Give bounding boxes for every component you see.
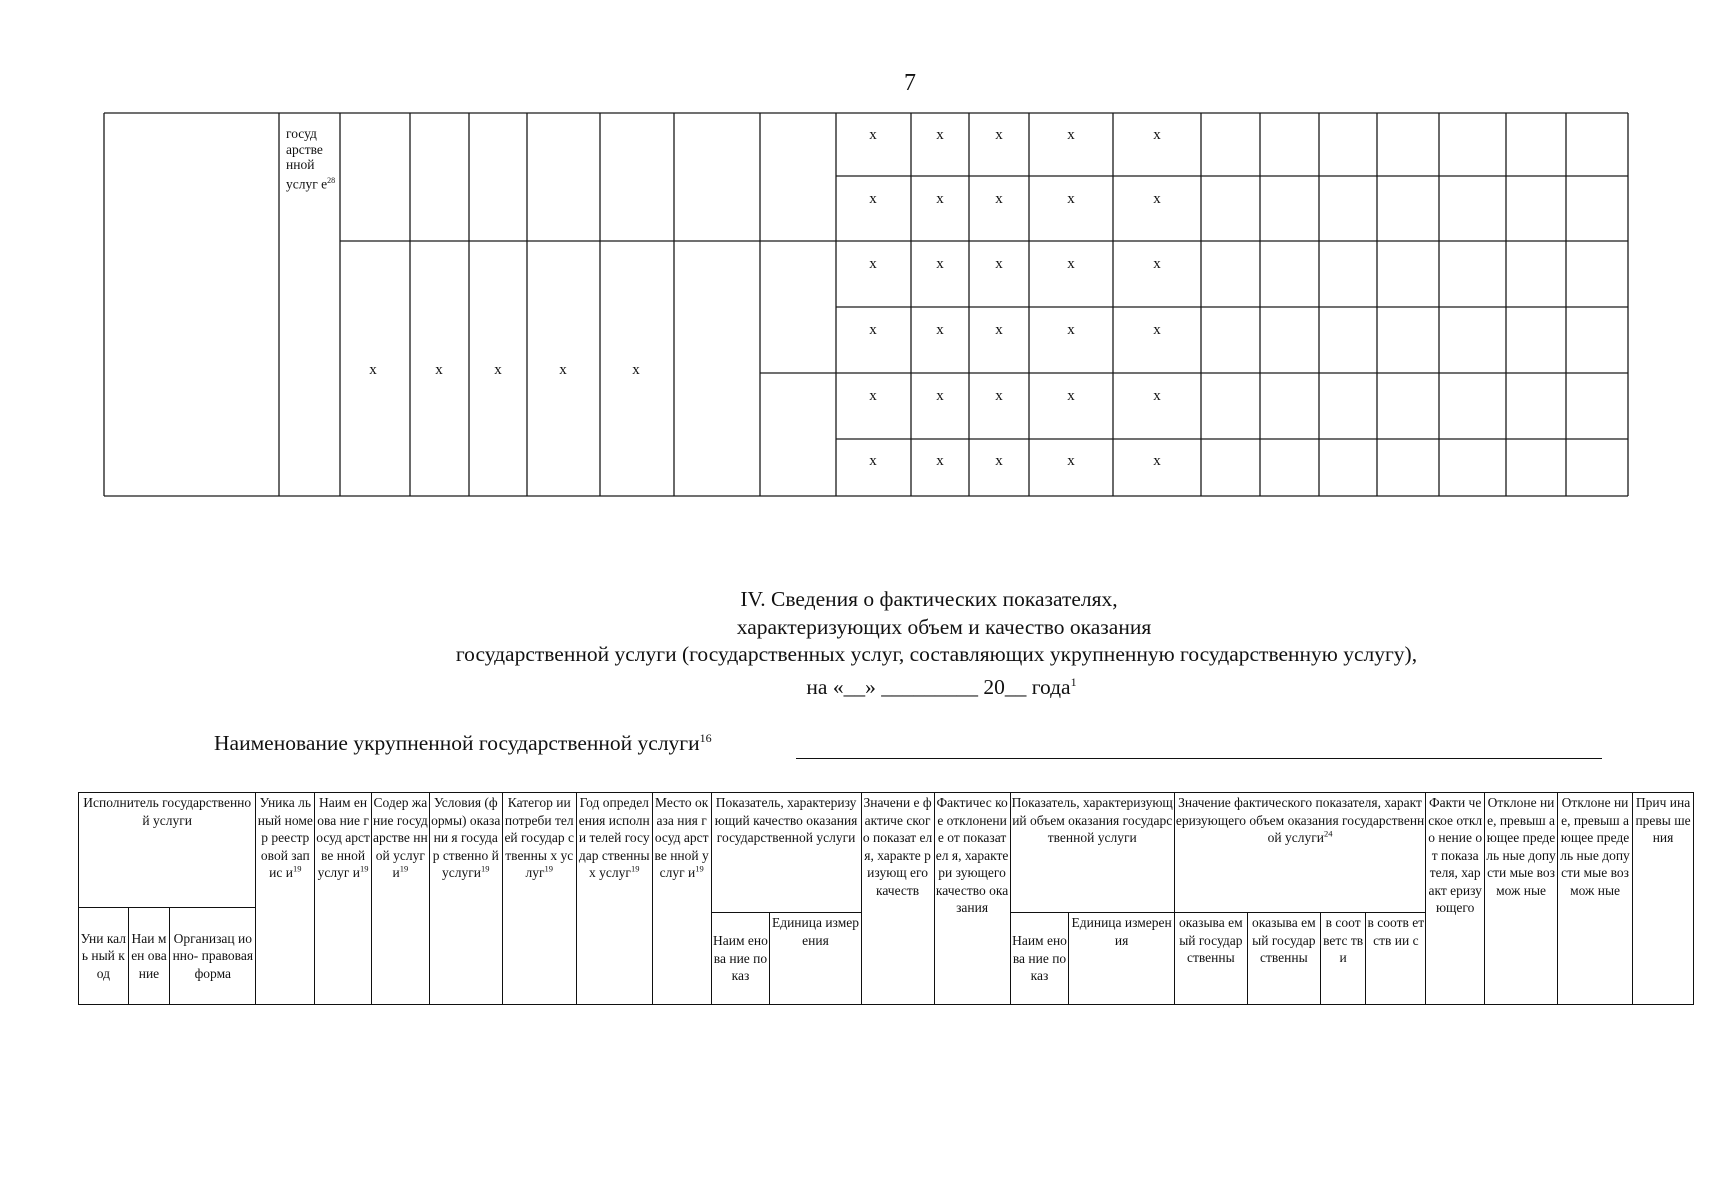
col-deviation-exceeding-1: Отклоне ние, превыш ающее предель ные допусти мые возмож ные [1485, 793, 1558, 1005]
col-volume-value-3: в соот ветс тви [1320, 913, 1366, 1005]
x-mark: x [936, 191, 944, 207]
x-mark: x [1067, 256, 1075, 272]
x-mark: x [1153, 453, 1161, 469]
col-consumer-categories: Категор ии потреби телей государ ственны х услуг$^{19}$ [502, 793, 576, 1005]
heading-line-2: характеризующих объем и качество оказания [736, 614, 1152, 639]
col-executor-legal-form: Организац ионно- правовая форма [170, 908, 256, 1005]
col-service-name: Наим енова ние госуд арстве нной услуг $и^{19}$ [315, 793, 372, 1005]
service-name-label: Наименование укрупненной государственной услуги$^{16}$ [214, 731, 712, 756]
x-mark: x [869, 322, 877, 338]
x-mark: x [995, 388, 1003, 404]
page-number: 7 [904, 70, 916, 96]
x-mark: x [869, 453, 877, 469]
x-mark: x [632, 362, 640, 378]
col-volume-indicator-unit: Единица измерения [1069, 913, 1174, 1005]
col-volume-indicator-name: Наим енова ние показ [1010, 913, 1069, 1005]
x-mark: x [936, 453, 944, 469]
col-volume-value-2: оказыва емый государ ственны [1247, 913, 1320, 1005]
x-mark: x [869, 191, 877, 207]
col-place: Место оказа ния госуд арстве нной услуг $и^{19}$ [652, 793, 711, 1005]
x-mark: x [1067, 388, 1075, 404]
x-mark: x [369, 362, 377, 378]
x-mark: x [936, 388, 944, 404]
x-mark: x [1067, 127, 1075, 143]
x-mark: x [435, 362, 443, 378]
col-conditions: Условия (формы) оказани я государ ственно й услуги$^{19}$ [429, 793, 502, 1005]
col-executor: Исполнитель государственной услуги [79, 793, 256, 908]
col-service-content: Содер жание госуд арстве нной услуг $и^{19}$ [371, 793, 429, 1005]
col-registry-number: Уника льный номер реестр овой запис $и^{19}$ [256, 793, 315, 1005]
col-year: Год определ ения исполни телей государ ственны х услуг$^{19}$ [576, 793, 652, 1005]
x-mark: x [936, 127, 944, 143]
x-mark: x [995, 256, 1003, 272]
x-mark: x [936, 322, 944, 338]
x-mark: x [995, 127, 1003, 143]
section-heading [0, 586, 1718, 701]
col-deviation-exceeding-2: Отклоне ние, превыш ающее предель ные допусти мые возмож ные [1558, 793, 1633, 1005]
x-mark: x [995, 191, 1003, 207]
x-mark: x [1153, 388, 1161, 404]
service-text-fragment: госуд арстве нной услуг $е^{28}$ [286, 126, 336, 191]
table-x-marks [369, 127, 1161, 469]
col-quality-indicator-unit: Единица измерения [770, 913, 861, 1005]
col-volume-actual-deviation: Факти ческое откло нение от показа теля, характ еризу ющего [1426, 793, 1485, 1005]
x-mark: x [1067, 191, 1075, 207]
col-exceeding-reason: Прич ина превы шения [1633, 793, 1694, 1005]
x-mark: x [869, 256, 877, 272]
x-mark: x [869, 127, 877, 143]
x-mark: x [1153, 256, 1161, 272]
heading-line-4: на «__» _________ 20__ года$^1$ [806, 674, 1077, 699]
col-volume-value-4: в соотв етств ии с [1366, 913, 1426, 1005]
x-mark: x [1153, 191, 1161, 207]
col-executor-name: Наи мен ова ние [128, 908, 170, 1005]
col-executor-code: Уни каль ный код [79, 908, 129, 1005]
x-mark: x [1153, 322, 1161, 338]
col-actual-quality-value: Значени е фактиче ского показат еля, характе ризующ его качеств [861, 793, 934, 1005]
col-volume-value-1: оказыва емый государ ственны [1174, 913, 1247, 1005]
col-quality-indicator: Показатель, характеризующий качество оказания государственной услуги [711, 793, 861, 913]
x-mark: x [936, 256, 944, 272]
continuation-table [0, 0, 1718, 520]
col-volume-actual-value: Значение фактического показателя, характеризующего объем оказания государственной услуги$^{24}$ [1174, 793, 1425, 913]
x-mark: x [995, 453, 1003, 469]
heading-line-3: государственной услуги (государственных услуг, составляющих укрупненную государственную услугу), [455, 642, 1418, 666]
x-mark: x [494, 362, 502, 378]
indicators-header-table [78, 792, 1694, 1005]
heading-line-1: IV. Сведения о фактических показателях, [740, 587, 1118, 611]
col-volume-indicator: Показатель, характеризующий объем оказания государственной услуги [1010, 793, 1174, 913]
col-actual-quality-deviation: Фактичес кое отклонени е от показател я, характери зующего качество оказания [934, 793, 1010, 1005]
x-mark: x [1067, 453, 1075, 469]
x-mark: x [869, 388, 877, 404]
col-quality-indicator-name: Наим енова ние показ [711, 913, 770, 1005]
x-mark: x [1153, 127, 1161, 143]
x-mark: x [559, 362, 567, 378]
service-name-blank-line [796, 758, 1602, 759]
x-mark: x [995, 322, 1003, 338]
x-mark: x [1067, 322, 1075, 338]
